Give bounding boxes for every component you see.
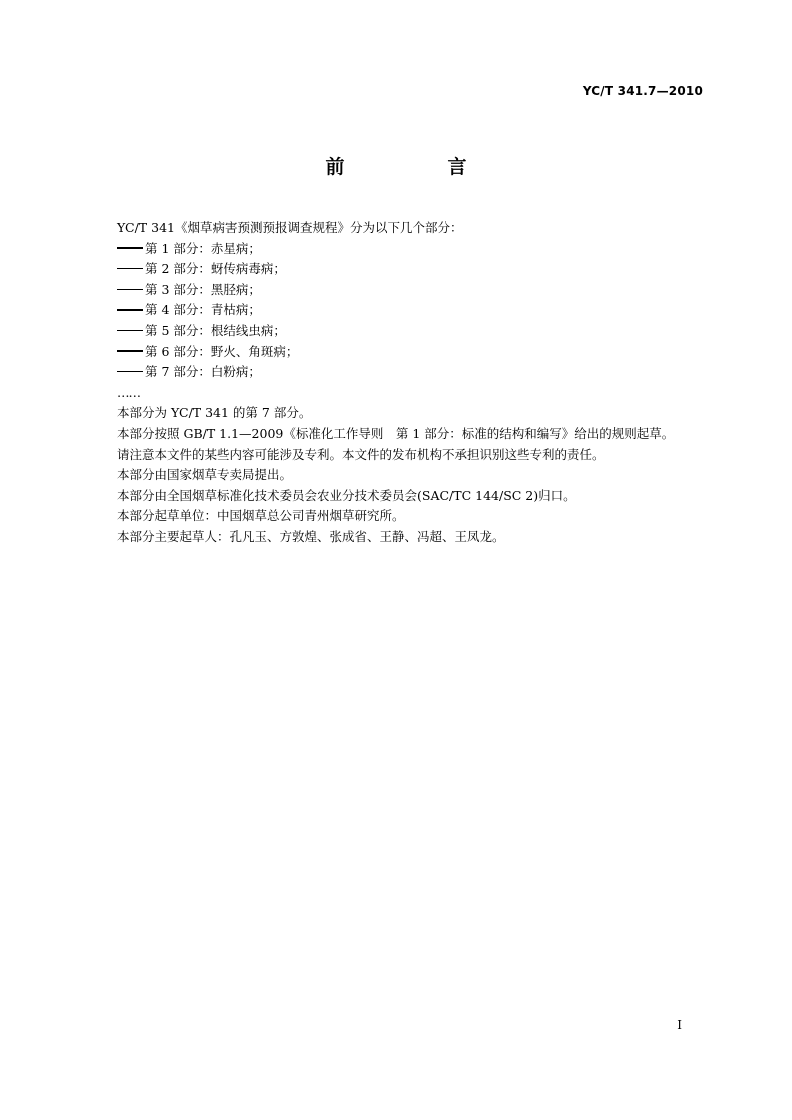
page-title: 前 言 <box>325 156 509 178</box>
list-item-text: 第 6 部分：野火、角斑病； <box>145 343 299 359</box>
list-ellipsis: …… <box>117 384 140 400</box>
paragraph-drafting-rules: 本部分按照 GB/T 1.1—2009《标准化工作导则 第 1 部分：标准的结构和编写》给出的规则起草。 <box>117 425 675 441</box>
document-body <box>117 218 717 548</box>
em-dash-marker <box>117 268 143 270</box>
em-dash-marker <box>117 330 143 332</box>
list-item <box>117 362 717 383</box>
standard-code: YC/T 341.7—2010 <box>582 84 703 98</box>
list-item <box>117 280 717 301</box>
list-item-text: 第 4 部分：青枯病； <box>145 302 261 318</box>
intro-paragraph: YC/T 341《烟草病害预测预报调查规程》分为以下几个部分： <box>117 220 463 235</box>
paragraph-proposer: 本部分由国家烟草专卖局提出。 <box>117 467 293 483</box>
em-dash-marker <box>117 350 143 352</box>
list-item <box>117 321 717 342</box>
paragraph-patent-notice: 请注意本文件的某些内容可能涉及专利。本文件的发布机构不承担识别这些专利的责任。 <box>117 446 605 462</box>
page-number: I <box>677 1018 682 1032</box>
paragraph-technical-committee: 本部分由全国烟草标准化技术委员会农业分技术委员会(SAC/TC 144/SC 2)归口。 <box>117 487 576 503</box>
em-dash-marker <box>117 289 143 291</box>
list-item <box>117 342 717 363</box>
list-item <box>117 239 717 260</box>
paragraph-drafters: 本部分主要起草人：孔凡玉、方敦煌、张成省、王静、冯超、王凤龙。 <box>117 528 505 544</box>
em-dash-marker <box>117 247 143 249</box>
list-item <box>117 300 717 321</box>
paragraph-drafting-organization: 本部分起草单位：中国烟草总公司青州烟草研究所。 <box>117 508 405 524</box>
list-item <box>117 259 717 280</box>
paragraph-part-number: 本部分为 YC/T 341 的第 7 部分。 <box>117 405 312 421</box>
list-item-text: 第 3 部分：黑胫病； <box>145 281 261 297</box>
em-dash-marker <box>117 371 143 373</box>
list-item-text: 第 2 部分：蚜传病毒病； <box>145 261 286 277</box>
list-item-text: 第 5 部分：根结线虫病； <box>145 322 286 338</box>
list-item-text: 第 7 部分：白粉病； <box>145 364 261 380</box>
list-item-text: 第 1 部分：赤星病； <box>145 240 261 256</box>
em-dash-marker <box>117 309 143 311</box>
